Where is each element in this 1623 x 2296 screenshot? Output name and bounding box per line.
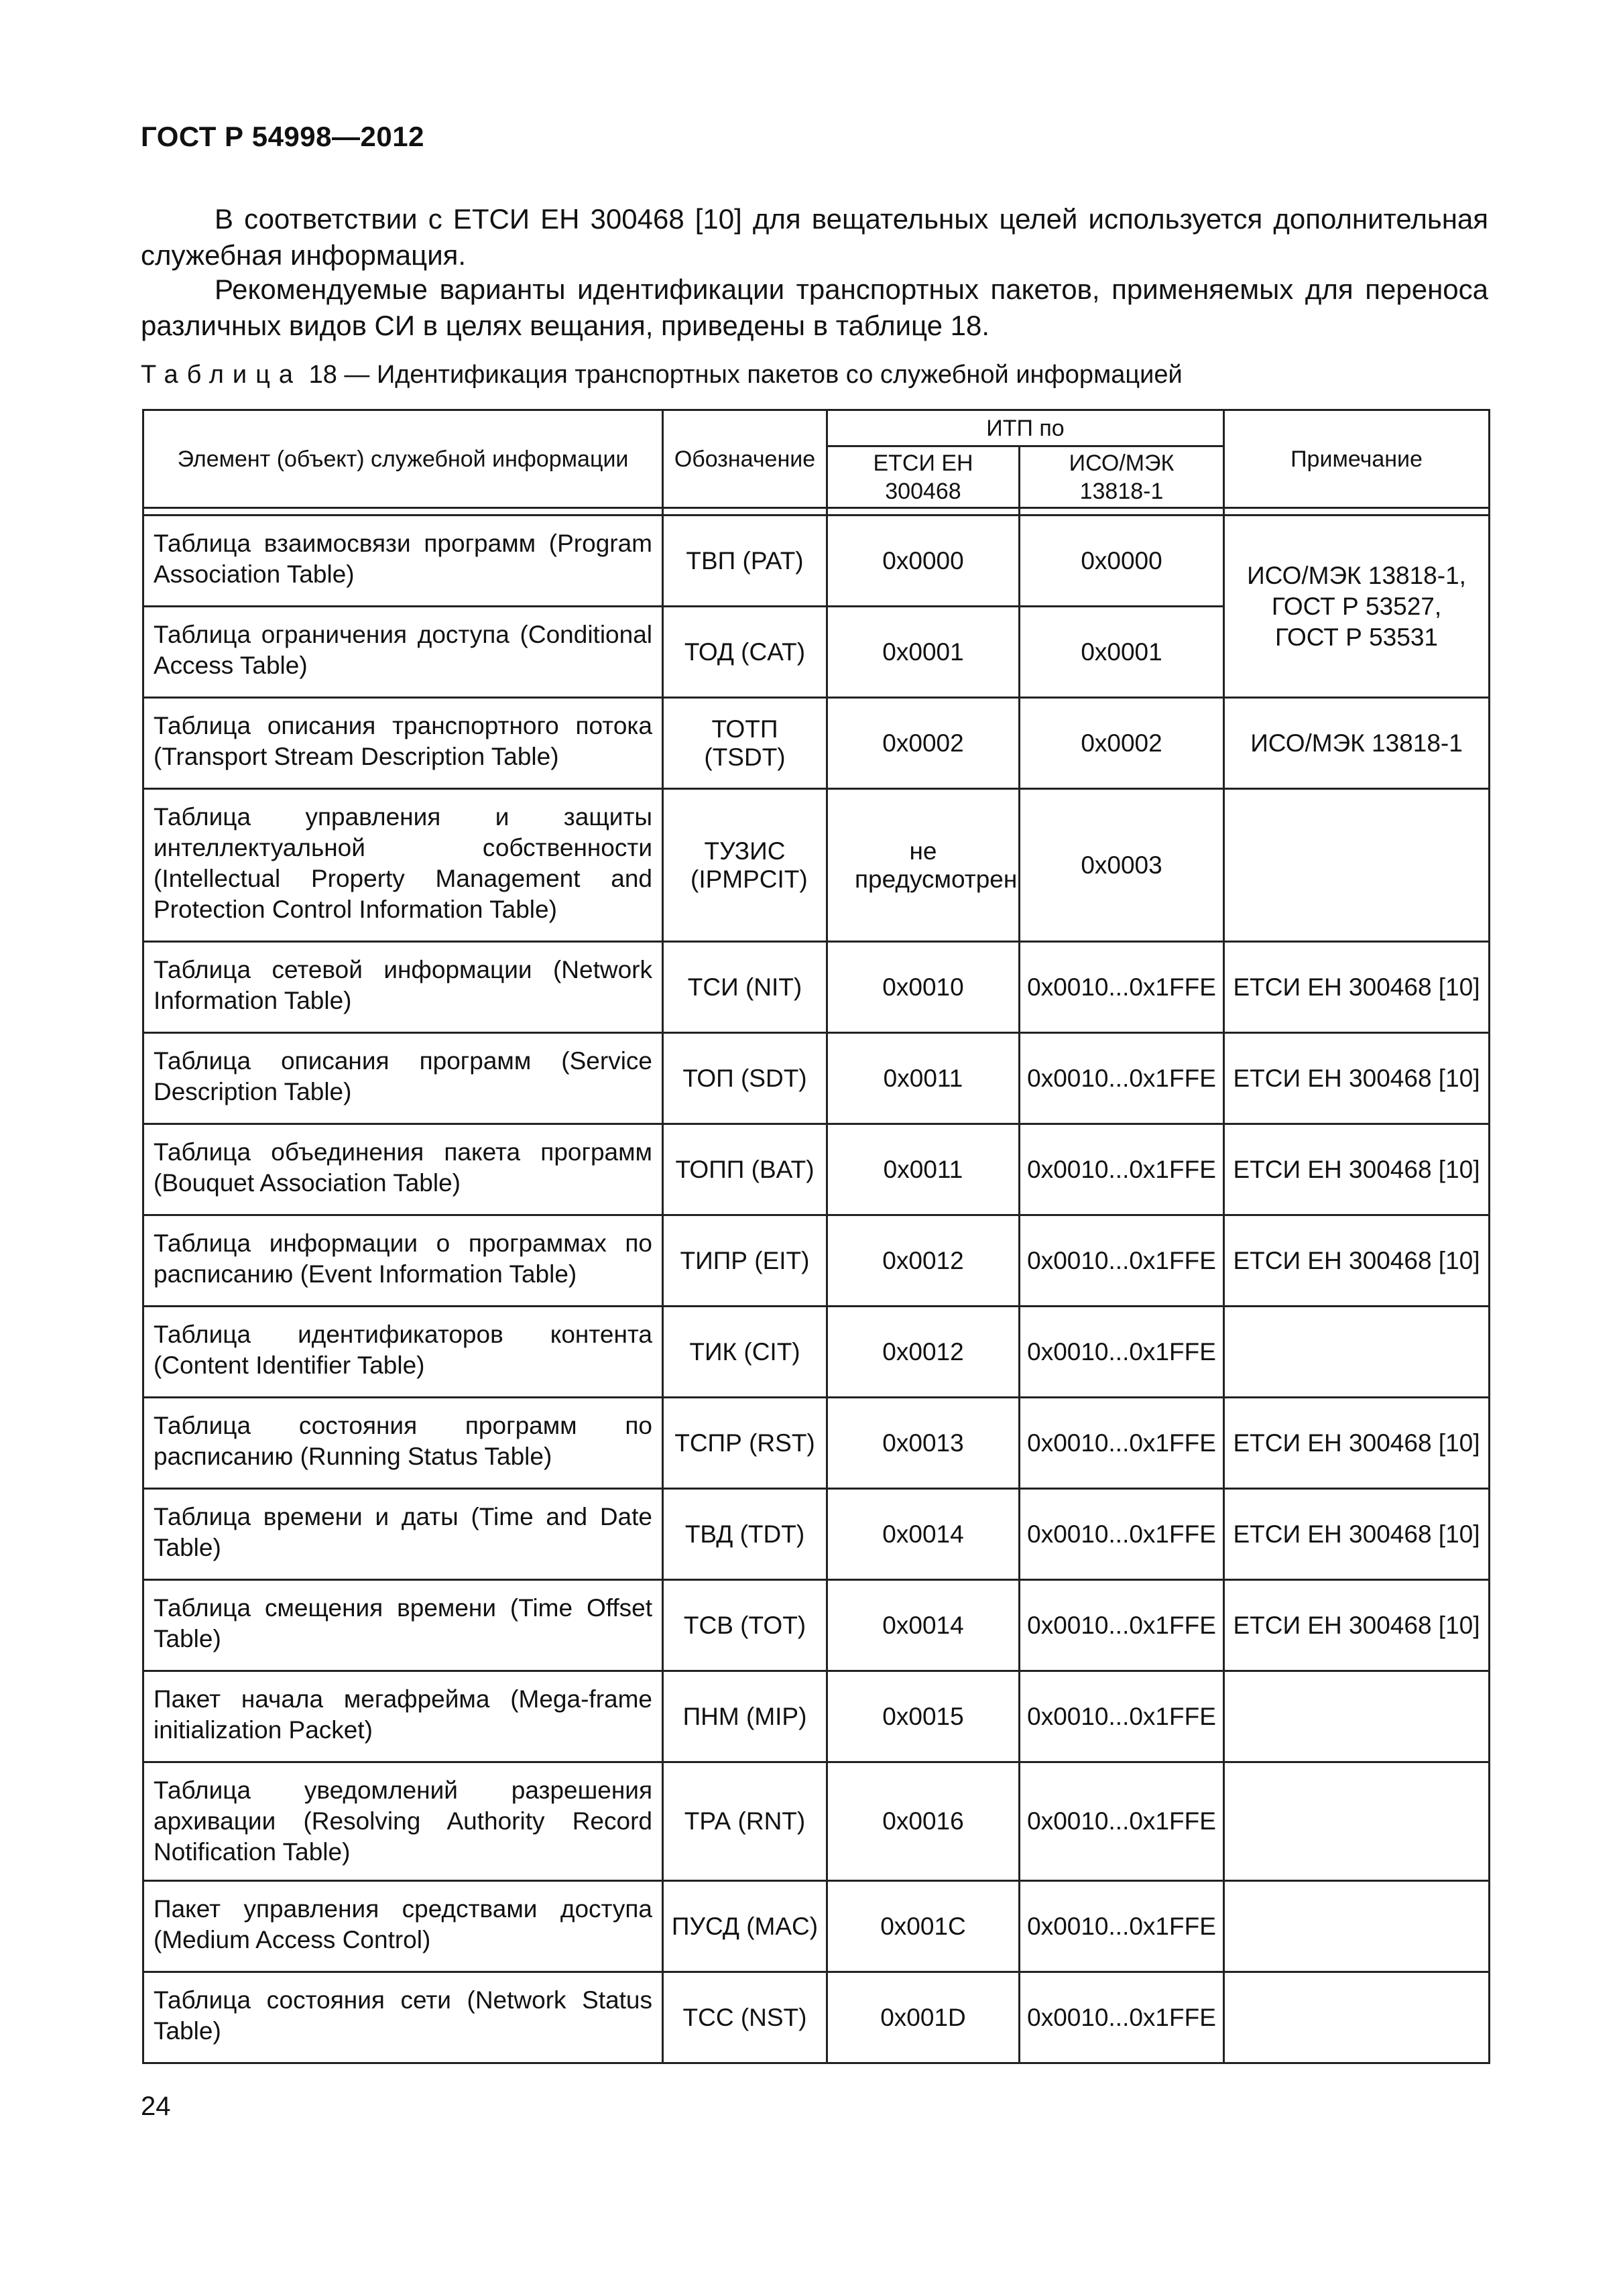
row-etsi-pid: 0x0001 bbox=[827, 607, 1020, 698]
table-row bbox=[143, 1881, 1490, 1972]
row-iso-pid: 0x0010...0x1FFE bbox=[1020, 1124, 1224, 1215]
row-element-name: Таблица описания программ (Service Description Table) bbox=[143, 1033, 663, 1124]
row-etsi-pid: 0x0014 bbox=[827, 1489, 1020, 1580]
row-iso-pid: 0x0010...0x1FFE bbox=[1020, 1671, 1224, 1762]
row-iso-pid: 0x0000 bbox=[1020, 516, 1224, 607]
table-row bbox=[143, 1398, 1490, 1489]
header-itp: ИТП по bbox=[827, 410, 1224, 446]
row-note: ЕТСИ ЕН 300468 [10] bbox=[1224, 1489, 1490, 1580]
row-etsi-pid: 0x0012 bbox=[827, 1215, 1020, 1307]
paragraph-2: Рекомендуемые варианты идентификации транспортных пакетов, применяемых для переноса различных видов СИ в целях вещания, приведены в таблице 18. bbox=[141, 274, 1488, 341]
row-designation: ПНМ (MIP) bbox=[663, 1671, 827, 1762]
row-element-name: Таблица ограничения доступа (Conditional Access Table) bbox=[143, 607, 663, 698]
row-iso-pid: 0x0010...0x1FFE bbox=[1020, 1215, 1224, 1307]
row-note: ЕТСИ ЕН 300468 [10] bbox=[1224, 1398, 1490, 1489]
row-note: ЕТСИ ЕН 300468 [10] bbox=[1224, 1580, 1490, 1671]
row-designation: ТОП (SDT) bbox=[663, 1033, 827, 1124]
row-etsi-pid: 0x0012 bbox=[827, 1307, 1020, 1398]
row-designation: ТОТП (TSDT) bbox=[663, 698, 827, 789]
row-etsi-pid: 0x0010 bbox=[827, 942, 1020, 1033]
row-note: ИСО/МЭК 13818-1 bbox=[1224, 698, 1490, 789]
table-row bbox=[143, 1489, 1490, 1580]
service-info-table bbox=[142, 409, 1490, 2064]
document-id: ГОСТ Р 54998—2012 bbox=[141, 121, 424, 152]
row-etsi-pid: 0x001D bbox=[827, 1972, 1020, 2063]
row-iso-pid: 0x0010...0x1FFE bbox=[1020, 942, 1224, 1033]
row-element-name: Таблица состояния программ по расписанию (Running Status Table) bbox=[143, 1398, 663, 1489]
row-designation: ТСВ (TOT) bbox=[663, 1580, 827, 1671]
table-row bbox=[143, 789, 1490, 942]
row-iso-pid: 0x0010...0x1FFE bbox=[1020, 1972, 1224, 2063]
row-element-name: Пакет управления средствами доступа (Medium Access Control) bbox=[143, 1881, 663, 1972]
table-row bbox=[143, 1307, 1490, 1398]
row-note bbox=[1224, 1671, 1490, 1762]
row-iso-pid: 0x0010...0x1FFE bbox=[1020, 1033, 1224, 1124]
row-element-name: Таблица времени и даты (Time and Date Table) bbox=[143, 1489, 663, 1580]
header-etsi: ЕТСИ ЕН 300468 bbox=[827, 446, 1020, 508]
header-element: Элемент (объект) служебной информации bbox=[143, 410, 663, 508]
row-iso-pid: 0x0003 bbox=[1020, 789, 1224, 942]
row-designation: ТСС (NST) bbox=[663, 1972, 827, 2063]
row-element-name: Таблица взаимосвязи программ (Program Association Table) bbox=[143, 516, 663, 607]
row-etsi-pid: 0x0011 bbox=[827, 1033, 1020, 1124]
row-etsi-pid: 0x0011 bbox=[827, 1124, 1020, 1215]
table-row bbox=[143, 1580, 1490, 1671]
table-row bbox=[143, 942, 1490, 1033]
row-element-name: Таблица смещения времени (Time Offset Table) bbox=[143, 1580, 663, 1671]
row-element-name: Таблица информации о программах по расписанию (Event Information Table) bbox=[143, 1215, 663, 1307]
row-designation: ТУЗИС (IPMPCIT) bbox=[663, 789, 827, 942]
row-designation: ТВП (PAT) bbox=[663, 516, 827, 607]
row-designation: ТОД (CAT) bbox=[663, 607, 827, 698]
row-etsi-pid: 0x0014 bbox=[827, 1580, 1020, 1671]
table-row bbox=[143, 516, 1490, 607]
row-note bbox=[1224, 1881, 1490, 1972]
row-designation: ТВД (TDT) bbox=[663, 1489, 827, 1580]
row-iso-pid: 0x0010...0x1FFE bbox=[1020, 1489, 1224, 1580]
row-element-name: Таблица описания транспортного потока (Transport Stream Description Table) bbox=[143, 698, 663, 789]
row-note bbox=[1224, 1972, 1490, 2063]
row-element-name: Таблица уведомлений разрешения архивации (Resolving Authority Record Notification Table) bbox=[143, 1762, 663, 1881]
row-etsi-pid: 0x0002 bbox=[827, 698, 1020, 789]
row-designation: ТИК (CIT) bbox=[663, 1307, 827, 1398]
row-note bbox=[1224, 1762, 1490, 1881]
row-etsi-pid: 0x001C bbox=[827, 1881, 1020, 1972]
row-etsi-pid: 0x0015 bbox=[827, 1671, 1020, 1762]
table-row bbox=[143, 698, 1490, 789]
row-note-merged: ИСО/МЭК 13818-1, ГОСТ Р 53527, ГОСТ Р 53531 bbox=[1224, 516, 1490, 698]
table-row bbox=[143, 1671, 1490, 1762]
page-number: 24 bbox=[141, 2092, 171, 2121]
row-note: ЕТСИ ЕН 300468 [10] bbox=[1224, 942, 1490, 1033]
row-iso-pid: 0x0010...0x1FFE bbox=[1020, 1307, 1224, 1398]
row-element-name: Таблица идентификаторов контента (Content Identifier Table) bbox=[143, 1307, 663, 1398]
table-caption-text: 18 — Идентификация транспортных пакетов со служебной информацией bbox=[308, 361, 1183, 389]
row-element-name: Таблица управления и защиты интеллектуальной собственности (Intellectual Property Management and Protection Control Information Table) bbox=[143, 789, 663, 942]
table-row bbox=[143, 1033, 1490, 1124]
row-etsi-pid: 0x0016 bbox=[827, 1762, 1020, 1881]
row-note bbox=[1224, 789, 1490, 942]
row-element-name: Таблица объединения пакета программ (Bouquet Association Table) bbox=[143, 1124, 663, 1215]
row-iso-pid: 0x0010...0x1FFE bbox=[1020, 1762, 1224, 1881]
header-iso: ИСО/МЭК 13818-1 bbox=[1020, 446, 1224, 508]
paragraph-1: В соответствии с ЕТСИ ЕН 300468 [10] для вещательных целей используется дополнительная служебная информация. bbox=[141, 203, 1488, 271]
table-row bbox=[143, 1215, 1490, 1307]
row-element-name: Таблица состояния сети (Network Status Table) bbox=[143, 1972, 663, 2063]
table-row bbox=[143, 1762, 1490, 1881]
row-designation: ТСПР (RST) bbox=[663, 1398, 827, 1489]
row-etsi-pid: 0x0013 bbox=[827, 1398, 1020, 1489]
row-note bbox=[1224, 1307, 1490, 1398]
row-note: ЕТСИ ЕН 300468 [10] bbox=[1224, 1033, 1490, 1124]
table-caption bbox=[141, 361, 1183, 389]
row-etsi-pid: 0x0000 bbox=[827, 516, 1020, 607]
row-etsi-pid: не предусмотрен bbox=[827, 789, 1020, 942]
row-designation: ПУСД (MAC) bbox=[663, 1881, 827, 1972]
row-designation: ТСИ (NIT) bbox=[663, 942, 827, 1033]
header-designation: Обозначение bbox=[663, 410, 827, 508]
row-designation: ТОПП (BAT) bbox=[663, 1124, 827, 1215]
row-element-name: Таблица сетевой информации (Network Information Table) bbox=[143, 942, 663, 1033]
row-note: ЕТСИ ЕН 300468 [10] bbox=[1224, 1124, 1490, 1215]
row-iso-pid: 0x0001 bbox=[1020, 607, 1224, 698]
table-row bbox=[143, 1972, 1490, 2063]
table-row bbox=[143, 1124, 1490, 1215]
row-element-name: Пакет начала мегафрейма (Mega-frame initialization Packet) bbox=[143, 1671, 663, 1762]
row-note: ЕТСИ ЕН 300468 [10] bbox=[1224, 1215, 1490, 1307]
row-iso-pid: 0x0010...0x1FFE bbox=[1020, 1398, 1224, 1489]
header-note: Примечание bbox=[1224, 410, 1490, 508]
row-iso-pid: 0x0002 bbox=[1020, 698, 1224, 789]
row-iso-pid: 0x0010...0x1FFE bbox=[1020, 1881, 1224, 1972]
row-designation: ТИПР (EIT) bbox=[663, 1215, 827, 1307]
table-caption-label: Таблица bbox=[141, 361, 302, 389]
row-designation: ТРА (RNT) bbox=[663, 1762, 827, 1881]
row-iso-pid: 0x0010...0x1FFE bbox=[1020, 1580, 1224, 1671]
